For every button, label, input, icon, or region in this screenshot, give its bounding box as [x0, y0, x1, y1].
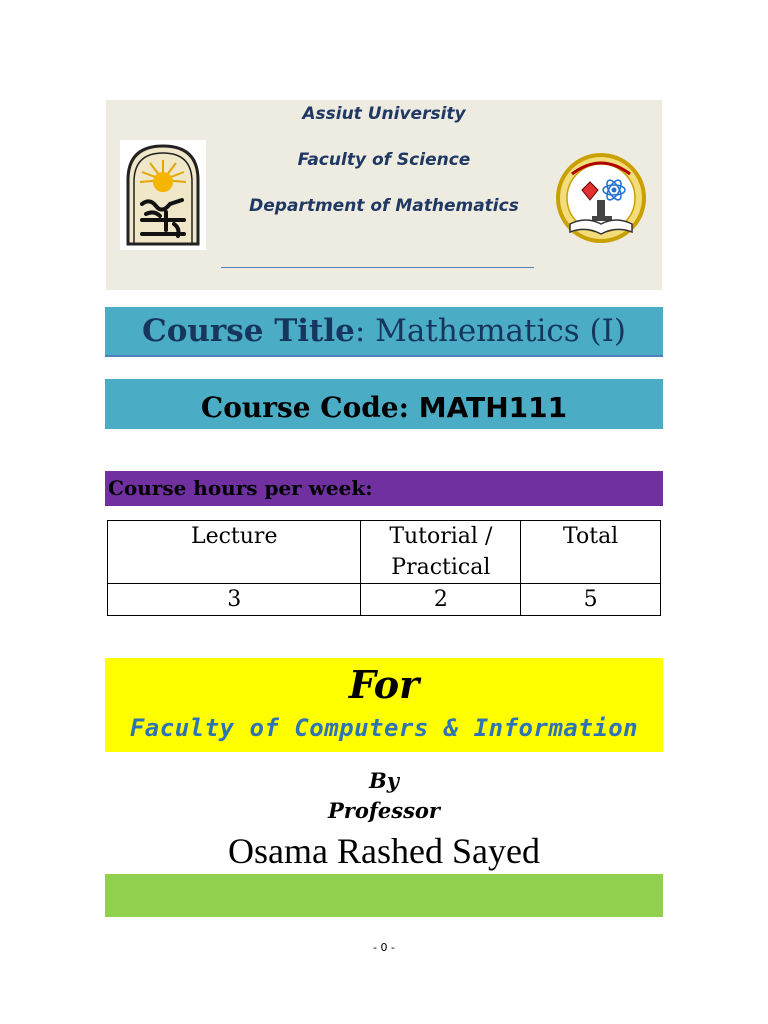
author-title: Professor: [328, 798, 440, 823]
course-title-value: : Mathematics (I): [354, 313, 626, 349]
for-label: For: [348, 662, 420, 707]
course-hours-heading: Course hours per week:: [105, 471, 663, 506]
header-divider: [221, 267, 534, 268]
table-header-row: [108, 521, 661, 584]
course-code-value: MATH111: [418, 391, 568, 424]
faculty-of-science-logo: [552, 152, 650, 244]
tutorial-hours: 2: [361, 584, 521, 616]
total-hours: 5: [521, 584, 661, 616]
by-label: By: [369, 768, 399, 793]
course-code-label: Course Code:: [200, 391, 419, 424]
header-banner: [106, 100, 662, 290]
course-hours-table: [107, 520, 661, 616]
faculty-name: Faculty of Science: [297, 150, 471, 170]
lecture-hours: 3: [108, 584, 361, 616]
footer-bar: [105, 874, 663, 917]
course-title-bar: [105, 307, 663, 357]
lecture-header: Lecture: [108, 521, 361, 584]
audience-box: [105, 658, 663, 752]
author-name: Osama Rashed Sayed: [228, 831, 540, 871]
university-name: Assiut University: [302, 104, 466, 124]
tutorial-practical-header: Tutorial / Practical: [361, 521, 521, 584]
department-name: Department of Mathematics: [249, 196, 519, 216]
page-number: - 0 -: [373, 941, 395, 954]
table-row: [108, 584, 661, 616]
target-faculty: Faculty of Computers & Information: [129, 714, 639, 742]
total-header: Total: [521, 521, 661, 584]
course-title-label: Course Title: [142, 313, 355, 349]
assiut-university-logo: [120, 140, 206, 250]
course-code-bar: [105, 379, 663, 429]
